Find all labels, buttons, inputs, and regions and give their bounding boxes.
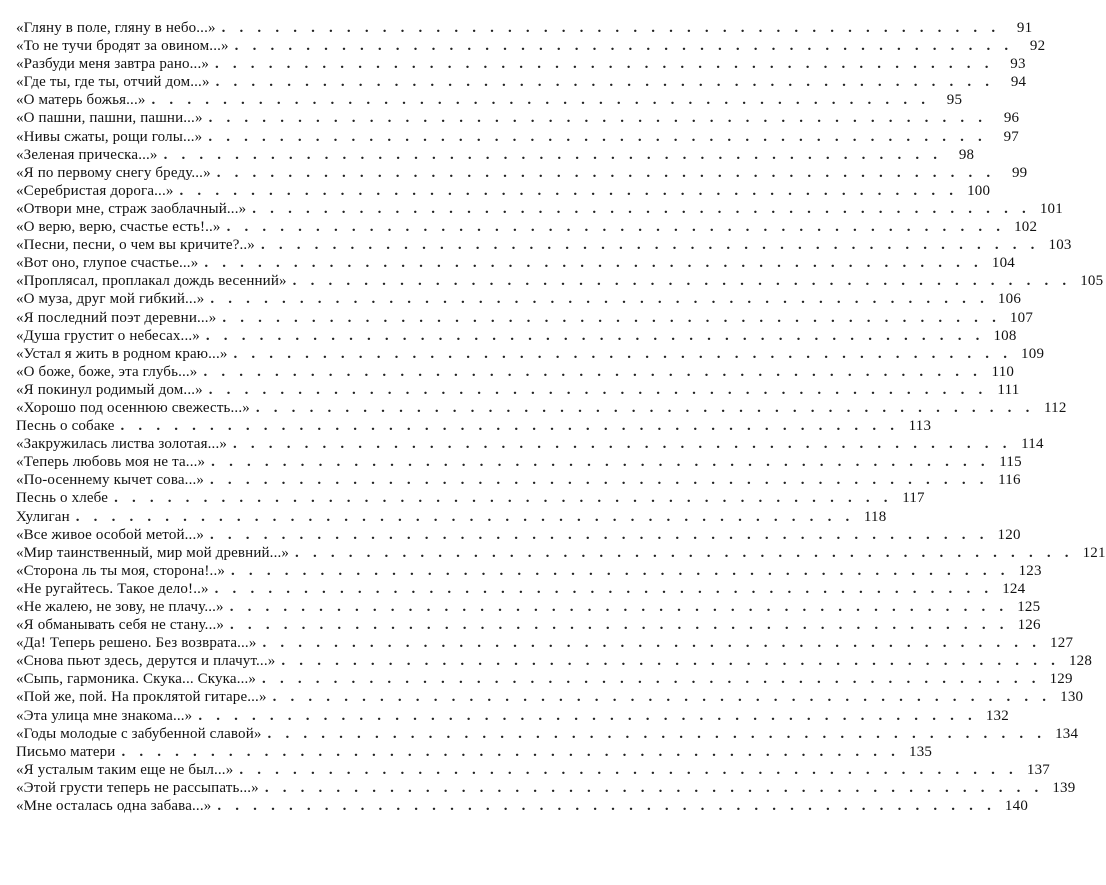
dot-leader: . . . . . . . . . . . . . . . . . . . . . . . . . . . . . . . . . . . . . . . . . . . . [222,309,1002,326]
toc-entry-page: 113 [908,418,932,435]
toc-entry-page: 95 [946,92,963,109]
dot-leader: . . . . . . . . . . . . . . . . . . . . . . . . . . . . . . . . . . . . . . . . . . . . [262,671,1041,688]
toc-entry-page: 103 [1048,237,1072,254]
dot-leader: . . . . . . . . . . . . . . . . . . . . . . . . . . . . . . . . . . . . . . . . . . . . [121,743,901,760]
toc-entry [16,345,1045,363]
toc-entry-title: «Не ругайтесь. Такое дело!..» [16,580,209,597]
toc-entry [16,779,1076,797]
dot-leader: . . . . . . . . . . . . . . . . . . . . . . . . . . . . . . . . . . . . . . . . . . . . [217,798,997,815]
toc-entry-page: 111 [997,381,1020,398]
toc-entry-page: 125 [1017,599,1041,615]
toc-entry-page: 94 [1010,74,1027,91]
toc-entry-title: «Годы молодые с забубенной славой» [16,725,262,742]
toc-entry-title: Письмо матери [16,743,116,760]
toc-entry-page: 132 [985,707,1009,724]
toc-entry [16,471,1021,489]
toc-entry [16,37,1046,55]
dot-leader: . . . . . . . . . . . . . . . . . . . . . . . . . . . . . . . . . . . . . . . . . . . . [179,182,959,199]
toc-entry-page: 109 [1021,345,1045,362]
toc-entry-title: «Я по первому снегу бреду...» [16,164,211,181]
toc-entry [16,652,1093,670]
dot-leader: . . . . . . . . . . . . . . . . . . . . . . . . . . . . . . . . . . . . . . . . . . . . [230,617,1009,634]
table-of-contents [16,19,1106,815]
toc-entry-page: 112 [1043,399,1067,416]
toc-entry [16,435,1044,453]
dot-leader: . . . . . . . . . . . . . . . . . . . . . . . . . . . . . . . . . . . . . . . . . . . . [264,779,1044,796]
toc-entry [16,725,1079,743]
dot-leader: . . . . . . . . . . . . . . . . . . . . . . . . . . . . . . . . . . . . . . . . . . . . [262,635,1042,652]
toc-entry [16,707,1009,725]
toc-entry-title: «Пой же, пой. На проклятой гитаре...» [16,689,267,706]
toc-entry-page: 110 [991,363,1015,380]
toc-entry [16,236,1072,254]
dot-leader: . . . . . . . . . . . . . . . . . . . . . . . . . . . . . . . . . . . . . . . . . . . . [231,562,1010,579]
toc-entry-title: «Разбуди меня завтра рано...» [16,56,209,73]
dot-leader: . . . . . . . . . . . . . . . . . . . . . . . . . . . . . . . . . . . . . . . . . . . . [210,291,990,308]
toc-entry-page: 115 [999,454,1022,471]
dot-leader: . . . . . . . . . . . . . . . . . . . . . . . . . . . . . . . . . . . . . . . . . . . . [208,110,988,127]
toc-entry-title: «То не тучи бродят за овином...» [16,38,229,55]
toc-entry-title: Песнь о хлебе [16,490,109,507]
toc-entry [16,743,933,761]
toc-entry-title: «Песни, песни, о чем вы кричите?..» [16,237,255,254]
dot-leader: . . . . . . . . . . . . . . . . . . . . . . . . . . . . . . . . . . . . . . . . . . . . [205,327,985,344]
toc-entry-title: «Не жалею, не зову, не плачу...» [16,599,224,615]
toc-entry-title: «Сыпь, гармоника. Скука... Скука...» [16,671,257,688]
dot-leader: . . . . . . . . . . . . . . . . . . . . . . . . . . . . . . . . . . . . . . . . . . . . [210,526,989,543]
toc-entry-title: «О муза, друг мой гибкий...» [16,291,205,308]
toc-entry [16,200,1063,218]
toc-entry [16,508,887,526]
toc-entry [16,598,1041,616]
toc-entry-page: 130 [1060,689,1084,706]
toc-entry-title: «Я покинул родимый дом...» [16,381,203,398]
toc-entry-title: «Я обманывать себя не стану...» [16,617,225,634]
dot-leader: . . . . . . . . . . . . . . . . . . . . . . . . . . . . . . . . . . . . . . . . . . . . [295,544,1074,561]
toc-entry [16,73,1027,91]
dot-leader: . . . . . . . . . . . . . . . . . . . . . . . . . . . . . . . . . . . . . . . . . . . . [215,74,995,91]
toc-entry [16,526,1021,544]
dot-leader: . . . . . . . . . . . . . . . . . . . . . . . . . . . . . . . . . . . . . . . . . . . . [210,472,989,489]
toc-entry-title: «Устал я жить в родном краю...» [16,345,228,362]
toc-entry-page: 118 [863,508,887,525]
toc-entry-page: 106 [997,291,1022,308]
dot-leader: . . . . . . . . . . . . . . . . . . . . . . . . . . . . . . . . . . . . . . . . . . . . [208,128,987,145]
toc-entry [16,327,1017,345]
toc-entry [16,634,1074,652]
toc-entry-page: 137 [1026,761,1051,778]
toc-entry-title: «Теперь любовь моя не та...» [16,454,206,471]
dot-leader: . . . . . . . . . . . . . . . . . . . . . . . . . . . . . . . . . . . . . . . . . . . . [267,725,1047,742]
dot-leader: . . . . . . . . . . . . . . . . . . . . . . . . . . . . . . . . . . . . . . . . . . . . [252,200,1031,217]
toc-entry-page: 93 [1010,56,1026,73]
toc-entry-page: 114 [1021,436,1044,453]
toc-entry-page: 124 [1002,580,1026,597]
toc-entry-page: 105 [1080,273,1104,290]
toc-entry-title: «Да! Теперь решено. Без возврата...» [16,635,257,652]
toc-entry [16,453,1022,471]
toc-entry-title: «О верю, верю, счастье есть!..» [16,219,221,236]
toc-entry [16,417,932,435]
toc-entry-title: «Закружилась листва золотая...» [16,436,227,453]
dot-leader: . . . . . . . . . . . . . . . . . . . . . . . . . . . . . . . . . . . . . . . . . . . . [233,436,1012,453]
dot-leader: . . . . . . . . . . . . . . . . . . . . . . . . . . . . . . . . . . . . . . . . . . . . [281,653,1061,670]
dot-leader: . . . . . . . . . . . . . . . . . . . . . . . . . . . . . . . . . . . . . . . . . . . . [163,146,943,163]
toc-entry [16,544,1106,562]
toc-entry-title: «Гляну в поле, гляну в небо...» [16,20,216,36]
dot-leader: . . . . . . . . . . . . . . . . . . . . . . . . . . . . . . . . . . . . . . . . . . . . [120,418,900,435]
toc-entry-page: 134 [1055,725,1079,742]
toc-entry-page: 104 [991,255,1016,272]
toc-entry-page: 100 [967,182,991,199]
toc-entry-page: 129 [1049,671,1073,688]
toc-entry-page: 102 [1014,219,1038,236]
toc-entry-page: 107 [1009,309,1034,326]
toc-entry [16,55,1026,73]
toc-entry-page: 121 [1082,544,1106,561]
toc-entry-title: «О матерь божья...» [16,92,146,109]
toc-entry-page: 140 [1004,798,1029,815]
toc-entry [16,797,1029,815]
toc-entry [16,670,1073,688]
toc-entry-title: «Хорошо под осеннюю свежесть...» [16,399,250,416]
dot-leader: . . . . . . . . . . . . . . . . . . . . . . . . . . . . . . . . . . . . . . . . . . . . [198,707,977,724]
toc-entry-page: 91 [1016,20,1033,36]
toc-entry-page: 98 [958,146,975,163]
dot-leader: . . . . . . . . . . . . . . . . . . . . . . . . . . . . . . . . . . . . . . . . . . . . [114,490,893,507]
toc-entry-title: «По-осеннему кычет сова...» [16,472,205,489]
toc-entry-title: «Этой грусти теперь не рассыпать...» [16,779,259,796]
dot-leader: . . . . . . . . . . . . . . . . . . . . . . . . . . . . . . . . . . . . . . . . . . . . [221,20,1001,36]
toc-entry [16,254,1016,272]
dot-leader: . . . . . . . . . . . . . . . . . . . . . . . . . . . . . . . . . . . . . . . . . . . . [226,219,1006,236]
dot-leader: . . . . . . . . . . . . . . . . . . . . . . . . . . . . . . . . . . . . . . . . . . . . [234,38,1014,55]
dot-leader: . . . . . . . . . . . . . . . . . . . . . . . . . . . . . . . . . . . . . . . . . . . . [292,273,1072,290]
toc-entry-page: 116 [998,472,1021,489]
dot-leader: . . . . . . . . . . . . . . . . . . . . . . . . . . . . . . . . . . . . . . . . . . . . [260,237,1040,254]
toc-entry-title: «Я последний поэт деревни...» [16,309,217,326]
dot-leader: . . . . . . . . . . . . . . . . . . . . . . . . . . . . . . . . . . . . . . . . . . . . [75,508,855,525]
dot-leader: . . . . . . . . . . . . . . . . . . . . . . . . . . . . . . . . . . . . . . . . . . . . [214,580,994,597]
toc-entry [16,164,1028,182]
toc-entry-page: 101 [1039,200,1063,217]
dot-leader: . . . . . . . . . . . . . . . . . . . . . . . . . . . . . . . . . . . . . . . . . . . . [239,761,1019,778]
toc-entry-page: 117 [902,490,925,507]
toc-entry-title: «Где ты, где ты, отчий дом...» [16,74,210,91]
toc-entry [16,272,1104,290]
toc-entry-title: «Сторона ль ты моя, сторона!..» [16,562,226,579]
toc-entry-title: «Я усталым таким еще не был...» [16,761,234,778]
toc-entry [16,580,1026,598]
dot-leader: . . . . . . . . . . . . . . . . . . . . . . . . . . . . . . . . . . . . . . . . . . . . [272,689,1052,706]
toc-entry-page: 108 [993,327,1017,344]
toc-entry-page: 120 [997,526,1021,543]
toc-entry [16,91,963,109]
toc-entry-title: «Отвори мне, страж заоблачный...» [16,200,247,217]
toc-entry-page: 92 [1029,38,1046,55]
toc-entry [16,688,1084,706]
toc-entry-title: Песнь о собаке [16,418,115,435]
toc-entry-title: «Эта улица мне знакома...» [16,707,193,724]
toc-entry-title: «Мне осталась одна забава...» [16,798,212,815]
toc-entry-page: 123 [1018,562,1042,579]
toc-entry [16,363,1015,381]
toc-entry-page: 97 [1003,128,1019,145]
toc-entry [16,182,991,200]
toc-entry-page: 96 [1003,110,1020,127]
dot-leader: . . . . . . . . . . . . . . . . . . . . . . . . . . . . . . . . . . . . . . . . . . . . [208,381,988,398]
toc-entry [16,381,1020,399]
toc-entry [16,19,1033,37]
toc-entry-title: «О пашни, пашни, пашни...» [16,110,203,127]
toc-entry-title: «Душа грустит о небесах...» [16,327,200,344]
dot-leader: . . . . . . . . . . . . . . . . . . . . . . . . . . . . . . . . . . . . . . . . . . . . [215,56,994,73]
toc-entry-page: 126 [1017,617,1041,634]
toc-entry-page: 127 [1050,635,1074,652]
toc-entry [16,616,1041,634]
toc-entry [16,218,1038,236]
toc-entry-title: «Серебристая дорога...» [16,182,174,199]
toc-entry-title: «Мир таинственный, мир мой древний...» [16,544,290,561]
dot-leader: . . . . . . . . . . . . . . . . . . . . . . . . . . . . . . . . . . . . . . . . . . . . [151,92,931,109]
toc-entry [16,761,1051,779]
toc-entry-title: «Проплясал, проплакал дождь весенний» [16,273,287,290]
dot-leader: . . . . . . . . . . . . . . . . . . . . . . . . . . . . . . . . . . . . . . . . . . . . [203,363,983,380]
dot-leader: . . . . . . . . . . . . . . . . . . . . . . . . . . . . . . . . . . . . . . . . . . . . [233,345,1013,362]
dot-leader: . . . . . . . . . . . . . . . . . . . . . . . . . . . . . . . . . . . . . . . . . . . . [216,164,996,181]
toc-entry-title: «Вот оно, глупое счастье...» [16,255,199,272]
toc-entry [16,399,1067,417]
toc-entry [16,290,1022,308]
toc-entry [16,489,925,507]
toc-entry-page: 128 [1068,653,1093,670]
toc-entry [16,128,1019,146]
toc-entry [16,109,1020,127]
toc-entry-title: «О боже, боже, эта глубь...» [16,363,198,380]
toc-entry-page: 135 [909,743,933,760]
toc-entry [16,309,1034,327]
toc-entry-title: Хулиган [16,508,70,525]
dot-leader: . . . . . . . . . . . . . . . . . . . . . . . . . . . . . . . . . . . . . . . . . . . . [211,454,990,471]
dot-leader: . . . . . . . . . . . . . . . . . . . . . . . . . . . . . . . . . . . . . . . . . . . . [204,255,984,272]
dot-leader: . . . . . . . . . . . . . . . . . . . . . . . . . . . . . . . . . . . . . . . . . . . . [255,399,1035,416]
dot-leader: . . . . . . . . . . . . . . . . . . . . . . . . . . . . . . . . . . . . . . . . . . . . [229,599,1009,615]
toc-entry-title: «Нивы сжаты, рощи голы...» [16,128,203,145]
toc-entry [16,562,1042,580]
toc-entry [16,146,975,164]
toc-entry-page: 139 [1052,779,1076,796]
toc-entry-title: «Зеленая прическа...» [16,146,158,163]
toc-entry-title: «Все живое особой метой...» [16,526,204,543]
toc-entry-title: «Снова пьют здесь, дерутся и плачут...» [16,653,276,670]
toc-entry-page: 99 [1011,164,1028,181]
